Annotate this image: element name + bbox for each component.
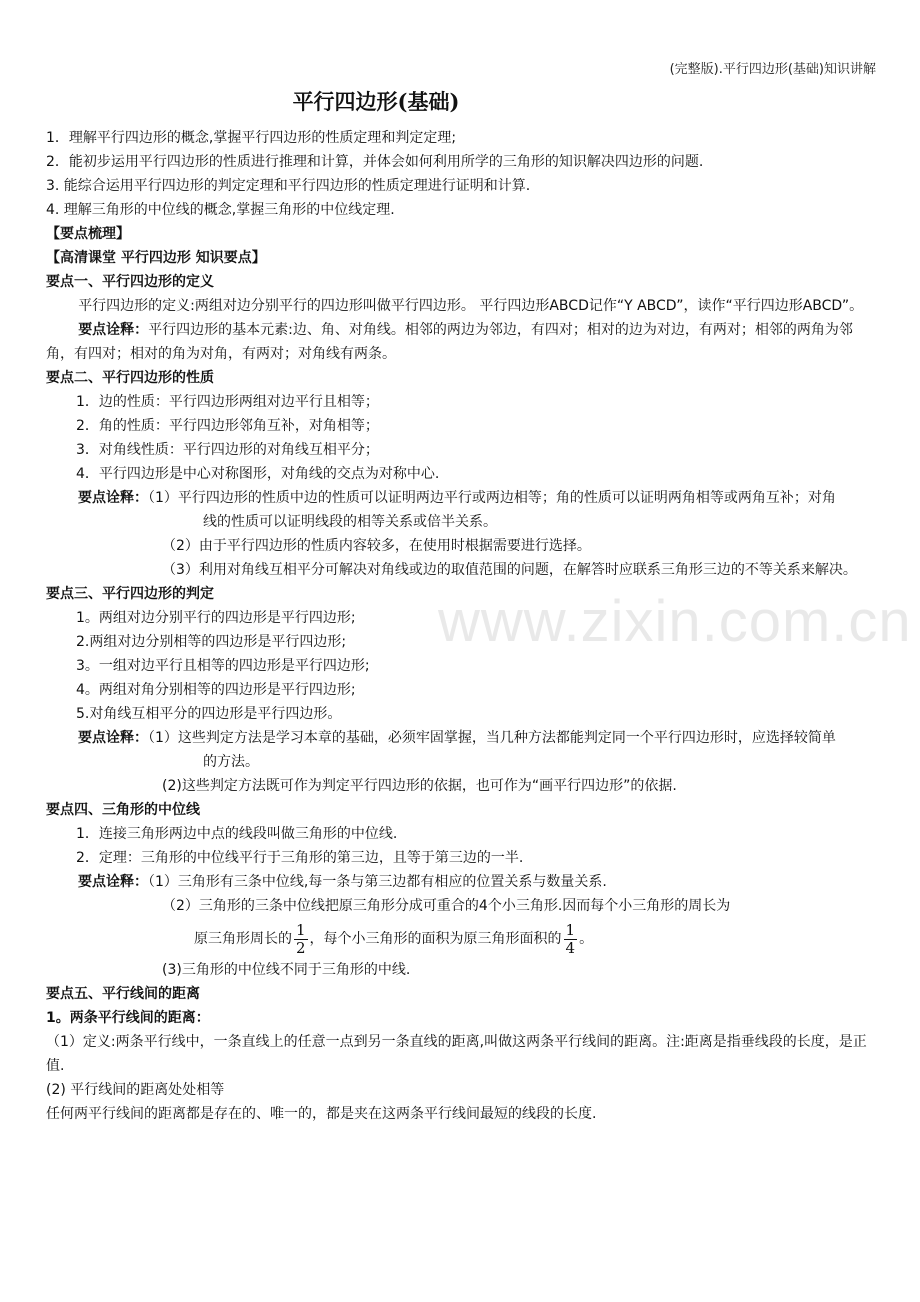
criterion-item: 1。两组对边分别平行的四边形是平行四边形; [76, 610, 356, 626]
property-item: 3．对角线性质：平行四边形的对角线互相平分； [76, 442, 379, 458]
section-summary-heading: 【要点梳理】 [46, 226, 130, 242]
document-body [46, 126, 880, 1126]
distance-property: (2) 平行线间的距离处处相等 [46, 1082, 225, 1098]
criterion-item: 5.对角线互相平分的四边形是平行四边形。 [76, 706, 342, 722]
note-label: 要点诠释： [78, 874, 148, 890]
objective-item: 1．理解平行四边形的概念,掌握平行四边形的性质定理和判定定理; [46, 130, 457, 146]
note-sub-item: (3)三角形的中位线不同于三角形的中线. [162, 962, 411, 978]
note-text: ，每个小三角形的面积为原三角形面积的 [309, 931, 562, 947]
objective-item: 2．能初步运用平行四边形的性质进行推理和计算，并体会如何利用所学的三角形的知识解决四边形的问题. [46, 154, 704, 170]
distance-definition: （1）定义:两条平行线中，一条直线上的任意一点到另一条直线的距离,叫做这两条平行线间的距离。注:距离是指垂线段的长度，是正值. [46, 1034, 867, 1074]
note-paragraph-3 [46, 726, 848, 774]
criterion-item: 2.两组对边分别相等的四边形是平行四边形; [76, 634, 347, 650]
fraction-one-half [294, 922, 308, 957]
note-label: 要点诠释： [78, 322, 149, 338]
note-text: 平行四边形的基本元素:边、角、对角线。相邻的两边为邻边，有四对；相对的边为对边，有两对；相邻的两角为邻角，有四对；相对的角为对角，有两对；对角线有两条。 [46, 322, 853, 362]
note-sub-item: （3）利用对角线互相平分可解决对角线或边的取值范围的问题，在解答时应联系三角形三边的不等关系来解决。 [162, 562, 857, 578]
criterion-item: 3。一组对边平行且相等的四边形是平行四边形; [76, 658, 370, 674]
midline-item: 2．定理：三角形的中位线平行于三角形的第三边，且等于第三边的一半. [76, 850, 524, 866]
note-paragraph-4 [46, 870, 880, 894]
objective-item: 4. 理解三角形的中位线的概念,掌握三角形的中位线定理. [46, 202, 395, 218]
criterion-item: 4。两组对角分别相等的四边形是平行四边形; [76, 682, 356, 698]
note-paragraph-1 [46, 318, 880, 366]
note-sub-item: （2）由于平行四边形的性质内容较多，在使用时根据需要进行选择。 [162, 538, 591, 554]
note-paragraph-2 [46, 486, 848, 534]
distance-conclusion: 任何两平行线间的距离都是存在的、唯一的，都是夹在这两条平行线间最短的线段的长度. [46, 1106, 597, 1122]
heading-point-2: 要点二、平行四边形的性质 [46, 370, 214, 386]
fraction-denominator: 2 [296, 938, 306, 957]
property-item: 2．角的性质：平行四边形邻角互补，对角相等； [76, 418, 379, 434]
sub-heading: 1。两条平行线间的距离： [46, 1010, 210, 1026]
property-item: 4．平行四边形是中心对称图形，对角线的交点为对称中心. [76, 466, 440, 482]
heading-point-1: 要点一、平行四边形的定义 [46, 274, 214, 290]
heading-point-3: 要点三、平行四边形的判定 [46, 586, 214, 602]
note-text: 原三角形周长的 [194, 931, 292, 947]
fraction-numerator: 1 [565, 920, 576, 939]
note-text: （1）这些判定方法是学习本章的基础，必须牢固掌握，当几种方法都能判定同一个平行四边形时，应选择较简单的方法。 [148, 730, 836, 770]
note-label: 要点诠释： [78, 490, 148, 506]
heading-point-5: 要点五、平行线间的距离 [46, 986, 200, 1002]
note-sub-item: （2）三角形的三条中位线把原三角形分成可重合的4个小三角形.因而每个小三角形的周长为 [162, 898, 731, 914]
note-text: （1）三角形有三条中位线,每一条与第三边都有相应的位置关系与数量关系. [148, 874, 607, 890]
section-class-heading: 【高清课堂 平行四边形 知识要点】 [46, 250, 266, 266]
note-text: 。 [579, 931, 594, 947]
document-header-label: (完整版).平行四边形(基础)知识讲解 [669, 62, 876, 77]
objective-item: 3. 能综合运用平行四边形的判定定理和平行四边形的性质定理进行证明和计算. [46, 178, 531, 194]
midline-item: 1．连接三角形两边中点的线段叫做三角形的中位线. [76, 826, 398, 842]
fraction-numerator: 1 [296, 920, 306, 939]
page-title: 平行四边形(基础) [292, 89, 460, 114]
note-label: 要点诠释： [78, 730, 148, 746]
property-item: 1．边的性质：平行四边形两组对边平行且相等； [76, 394, 379, 410]
note-sub-item: (2)这些判定方法既可作为判定平行四边形的依据，也可作为“画平行四边形”的依据. [162, 778, 677, 794]
heading-point-4: 要点四、三角形的中位线 [46, 802, 200, 818]
note-sub-item-fractions [46, 920, 880, 958]
watermark: www.zixin.com.cn [438, 589, 912, 654]
definition-paragraph: 平行四边形的定义:两组对边分别平行的四边形叫做平行四边形。 平行四边形ABCD记作“Y ABCD”，读作“平行四边形ABCD”。 [78, 298, 864, 314]
fraction-one-quarter [564, 922, 578, 957]
note-text: （1）平行四边形的性质中边的性质可以证明两边平行或两边相等；角的性质可以证明两角相等或两角互补；对角线的性质可以证明线段的相等关系或倍半关系。 [148, 490, 836, 530]
fraction-denominator: 4 [565, 938, 576, 957]
